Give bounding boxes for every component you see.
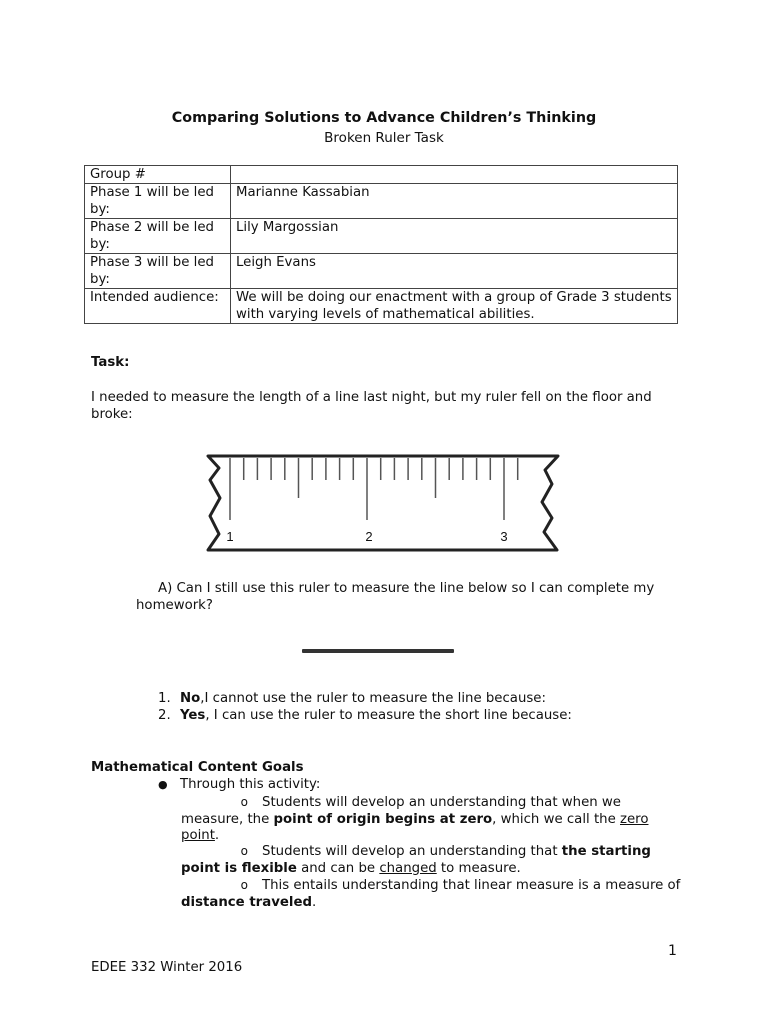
goal-item-2: o Students will develop an understanding that the starting point is flexible and can be changed to measure. xyxy=(181,844,651,876)
table-cell-value: We will be doing our enactment with a group of Grade 3 students with varying levels of mathematical abilities. xyxy=(231,289,678,324)
task-heading: Task: xyxy=(91,355,130,370)
task-intro: I needed to measure the length of a line last night, but my ruler fell on the floor and broke: xyxy=(91,390,652,422)
table-row xyxy=(85,289,678,324)
table-row xyxy=(85,254,678,289)
line-to-measure xyxy=(302,649,454,653)
sub-bullet-icon: o xyxy=(240,878,248,892)
page-number: 1 xyxy=(668,943,677,959)
question-a: A) Can I still use this ruler to measure the line below so I can complete my homework? xyxy=(136,581,655,613)
goals-bullet: ● Through this activity: xyxy=(158,777,321,792)
goals-heading: Mathematical Content Goals xyxy=(91,760,304,775)
ruler-number-3: 3 xyxy=(500,529,508,544)
document-title: Comparing Solutions to Advance Children’s Thinking xyxy=(171,110,597,126)
table-cell-label: Phase 3 will be led by: xyxy=(85,254,231,289)
bullet-icon: ● xyxy=(158,778,168,791)
table-cell-value: Lily Margossian xyxy=(231,219,678,254)
table-cell-label: Intended audience: xyxy=(85,289,231,324)
document-subtitle: Broken Ruler Task xyxy=(324,130,444,146)
sub-bullet-icon: o xyxy=(240,844,248,858)
goal-item-3: o This entails understanding that linear measure is a measure of distance traveled. xyxy=(181,878,681,910)
table-cell-value: Leigh Evans xyxy=(231,254,678,289)
table-cell-label: Phase 2 will be led by: xyxy=(85,219,231,254)
list-item: 2. Yes, I can use the ruler to measure the short line because: xyxy=(158,708,572,723)
table-row xyxy=(85,219,678,254)
table-cell-value: Marianne Kassabian xyxy=(231,184,678,219)
goal-item-1: o Students will develop an understanding that when we measure, the point of origin begins at zero, which we call the zero point. xyxy=(181,795,649,843)
table-cell-label: Phase 1 will be led by: xyxy=(85,184,231,219)
ruler-number-1: 1 xyxy=(226,529,234,544)
table-row xyxy=(85,166,678,184)
footer-course: EDEE 332 Winter 2016 xyxy=(91,960,243,975)
broken-ruler-illustration xyxy=(200,450,565,555)
table-row xyxy=(85,184,678,219)
table-cell-label: Group # xyxy=(85,166,231,184)
list-item: 1. No,I cannot use the ruler to measure the line because: xyxy=(158,691,546,706)
info-table xyxy=(84,165,678,324)
ruler-number-2: 2 xyxy=(365,529,373,544)
table-cell-value xyxy=(231,166,678,184)
sub-bullet-icon: o xyxy=(240,795,248,809)
